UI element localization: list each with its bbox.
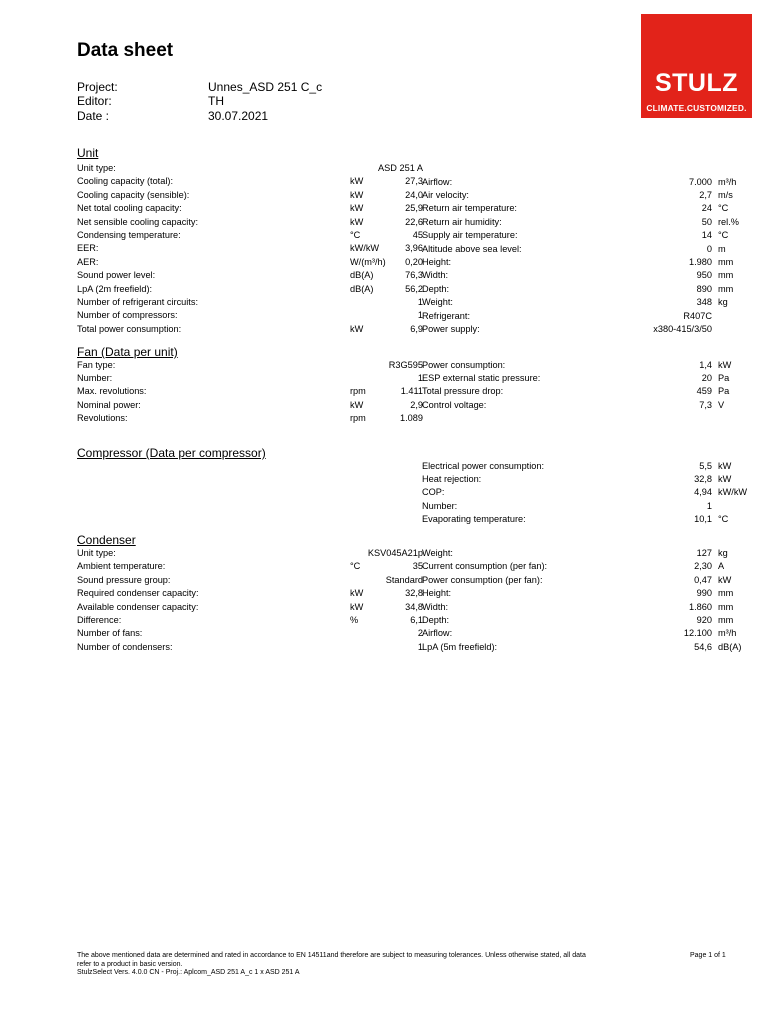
row-value: 920	[696, 615, 712, 625]
row-unit: kW	[350, 203, 364, 214]
row-value: 24	[701, 203, 712, 214]
row-label: Difference:	[77, 615, 122, 625]
row-value: Standard	[385, 574, 423, 585]
row-label: Fan type:	[77, 359, 116, 370]
row-unit: mm	[718, 615, 734, 625]
row-label: Evaporating temperature:	[422, 514, 526, 525]
date-value: 30.07.2021	[208, 109, 269, 123]
row-label: Sound pressure group:	[77, 574, 171, 585]
row-label: Power supply:	[422, 323, 480, 334]
row-label: Airflow:	[422, 628, 453, 639]
section-title-condenser: Condenser	[77, 533, 136, 547]
row-unit: °C	[718, 514, 729, 525]
row-value: 22,6	[405, 216, 423, 227]
row-unit: mm	[718, 283, 734, 294]
row-label: EER:	[77, 243, 99, 254]
footer-line: refer to a product in basic version.	[77, 960, 183, 968]
row-label: Power consumption:	[422, 359, 506, 370]
row-value: 1.860	[689, 601, 712, 612]
row-value: 76,3	[405, 270, 423, 281]
row-unit: mm	[718, 601, 734, 612]
row-label: Net sensible cooling capacity:	[77, 216, 199, 227]
page-number: Page 1 of 1	[690, 952, 726, 959]
row-value: ASD 251 A	[378, 163, 423, 173]
row-unit: kg	[718, 548, 728, 558]
row-value: 1.089	[400, 413, 423, 424]
row-unit: W/(m³/h)	[350, 256, 386, 267]
row-unit: kW	[718, 574, 732, 585]
row-value: 2,30	[694, 561, 712, 572]
row-unit: kW	[718, 473, 732, 484]
row-label: Unit type:	[77, 163, 116, 173]
row-label: Depth:	[422, 283, 450, 294]
row-value: 890	[696, 283, 712, 294]
row-label: Number of compressors:	[77, 310, 178, 321]
row-label: Power consumption (per fan):	[422, 574, 543, 585]
row-label: Required condenser capacity:	[77, 588, 199, 599]
row-value: 25,9	[405, 203, 423, 214]
row-label: Sound power level:	[77, 270, 156, 281]
row-value: 24,0	[405, 189, 423, 200]
section-title-fan: Fan (Data per unit)	[77, 345, 178, 359]
row-unit: m/s	[718, 189, 733, 200]
row-value: 14	[701, 230, 712, 241]
row-label: Heat rejection:	[422, 473, 482, 484]
row-label: ESP external static pressure:	[422, 372, 541, 383]
row-unit: kW	[350, 588, 364, 599]
row-value: 127	[696, 548, 712, 558]
row-unit: rpm	[350, 386, 366, 397]
row-unit: dB(A)	[718, 641, 742, 652]
logo-name: STULZ	[654, 69, 739, 97]
row-unit: kW	[718, 359, 732, 370]
row-unit: mm	[718, 270, 734, 281]
row-unit: kW	[350, 189, 364, 200]
row-value: 32,8	[694, 473, 712, 484]
row-unit: Pa	[718, 386, 730, 397]
row-value: 10,1	[694, 514, 712, 525]
row-label: Altitude above sea level:	[422, 243, 522, 254]
row-label: Air velocity:	[422, 189, 469, 200]
editor-label: Editor:	[77, 94, 112, 108]
row-unit: rpm	[350, 413, 366, 424]
row-label: Revolutions:	[77, 413, 128, 424]
row-value: 56,2	[405, 283, 423, 294]
row-value: 1.411	[400, 386, 423, 397]
row-value: 45	[412, 230, 423, 240]
row-unit: mm	[718, 256, 734, 267]
row-label: Number of refrigerant circuits:	[77, 297, 199, 307]
row-label: Control voltage:	[422, 399, 487, 410]
row-label: Total pressure drop:	[422, 386, 504, 397]
footer-line: StulzSelect Vers. 4.0.0 CN - Proj.: Aplcom_ASD 251 A_c 1 x ASD 251 A	[77, 969, 300, 976]
row-unit: dB(A)	[350, 270, 374, 281]
row-value: 2	[417, 628, 423, 639]
row-value: 12.100	[683, 628, 712, 639]
row-label: Airflow:	[422, 176, 453, 187]
row-value: x380-415/3/50	[653, 323, 712, 334]
row-unit: kW	[718, 460, 732, 471]
row-unit: kW	[350, 399, 364, 410]
row-label: Return air temperature:	[422, 203, 517, 214]
footer-line: The above mentioned data are determined and rated in accordance to EN 14511and therefore are subject to measuring tolerances. Unless otherwise stated, all data	[77, 952, 586, 959]
row-unit: dB(A)	[350, 283, 374, 294]
row-value: 1,4	[699, 359, 712, 370]
row-label: Number of fans:	[77, 628, 143, 639]
row-label: Number:	[77, 372, 113, 383]
row-value: 0,47	[694, 574, 712, 585]
row-unit: kW/kW	[718, 487, 748, 498]
row-unit: kg	[718, 297, 728, 308]
row-unit: m³/h	[718, 176, 737, 187]
row-unit: m³/h	[718, 628, 737, 639]
row-value: 6,1	[410, 615, 423, 625]
project-label: Project:	[77, 80, 118, 94]
row-label: Depth:	[422, 615, 450, 625]
row-label: Electrical power consumption:	[422, 460, 545, 471]
row-value: 1	[417, 372, 423, 383]
row-label: Condensing temperature:	[77, 230, 181, 240]
page-title: Data sheet	[77, 40, 174, 61]
row-value: 3,96	[405, 243, 423, 254]
row-label: Height:	[422, 588, 452, 599]
row-value: 459	[696, 386, 712, 397]
row-unit: Pa	[718, 372, 730, 383]
row-label: Total power consumption:	[77, 323, 182, 334]
row-unit: %	[350, 615, 359, 625]
row-value: 2,9	[410, 399, 423, 410]
row-value: 4,94	[694, 487, 712, 498]
row-label: Width:	[422, 601, 449, 612]
row-unit: m	[718, 243, 726, 254]
row-value: 20	[701, 372, 712, 383]
row-label: Weight:	[422, 548, 453, 558]
row-label: COP:	[422, 487, 445, 498]
row-unit: kW	[350, 323, 364, 334]
row-value: 348	[696, 297, 712, 308]
row-label: Return air humidity:	[422, 216, 502, 227]
row-label: Weight:	[422, 297, 453, 308]
row-unit: kW	[350, 216, 364, 227]
row-value: 6,9	[410, 323, 423, 334]
row-label: Refrigerant:	[422, 310, 471, 321]
row-label: Width:	[422, 270, 449, 281]
row-value: 950	[696, 270, 712, 281]
row-label: Current consumption (per fan):	[422, 561, 548, 572]
row-value: 34,8	[405, 601, 423, 612]
project-value: Unnes_ASD 251 C_c	[208, 80, 323, 94]
row-unit: kW	[350, 176, 364, 187]
row-unit: kW/kW	[350, 243, 380, 254]
row-label: LpA (5m freefield):	[422, 641, 498, 652]
row-unit: rel.%	[718, 216, 739, 227]
row-label: Ambient temperature:	[77, 561, 166, 572]
row-label: Cooling capacity (sensible):	[77, 189, 190, 200]
footer-note	[77, 952, 657, 978]
row-value: KSV045A21p	[367, 548, 423, 558]
row-value: R407C	[683, 310, 712, 321]
row-value: 1	[417, 297, 423, 307]
row-value: 54,6	[694, 641, 712, 652]
row-unit: °C	[350, 561, 361, 572]
row-value: 1.980	[689, 256, 712, 267]
row-value: 50	[701, 216, 712, 227]
row-value: 7.000	[689, 176, 712, 187]
row-value: 1	[417, 310, 423, 321]
row-label: Nominal power:	[77, 399, 141, 410]
editor-value: TH	[208, 94, 224, 108]
row-value: 5,5	[699, 460, 712, 471]
row-unit: °C	[718, 230, 729, 241]
row-unit: °C	[350, 230, 361, 240]
row-label: Unit type:	[77, 548, 116, 558]
section-title-unit: Unit	[77, 146, 99, 160]
row-value: 1	[706, 500, 712, 511]
row-value: 7,3	[699, 399, 712, 410]
row-label: Net total cooling capacity:	[77, 203, 182, 214]
row-unit: kW	[350, 601, 364, 612]
row-label: Supply air temperature:	[422, 230, 518, 241]
row-unit: V	[718, 399, 725, 410]
date-label: Date :	[77, 109, 110, 123]
section-title-compressor: Compressor (Data per compressor)	[77, 446, 266, 460]
row-label: Cooling capacity (total):	[77, 176, 174, 187]
row-unit: mm	[718, 588, 734, 599]
row-value: 27,3	[405, 176, 423, 187]
logo-tagline: CLIMATE.CUSTOMIZED.	[646, 103, 747, 113]
row-value: R3G595	[388, 359, 423, 370]
row-value: 2,7	[699, 189, 712, 200]
row-value: 32,8	[405, 588, 423, 599]
row-value: 0	[706, 243, 712, 254]
row-label: Max. revolutions:	[77, 386, 147, 397]
stulz-logo	[641, 14, 752, 118]
row-value: 990	[696, 588, 712, 599]
row-value: 35	[412, 561, 423, 572]
row-label: Height:	[422, 256, 452, 267]
row-unit: A	[718, 561, 725, 572]
row-label: LpA (2m freefield):	[77, 283, 153, 294]
row-label: AER:	[77, 256, 99, 267]
row-label: Number:	[422, 500, 458, 511]
row-label: Number of condensers:	[77, 641, 173, 652]
row-value: 0,20	[405, 256, 423, 267]
row-label: Available condenser capacity:	[77, 601, 199, 612]
row-value: 1	[417, 641, 423, 652]
row-unit: °C	[718, 203, 729, 214]
